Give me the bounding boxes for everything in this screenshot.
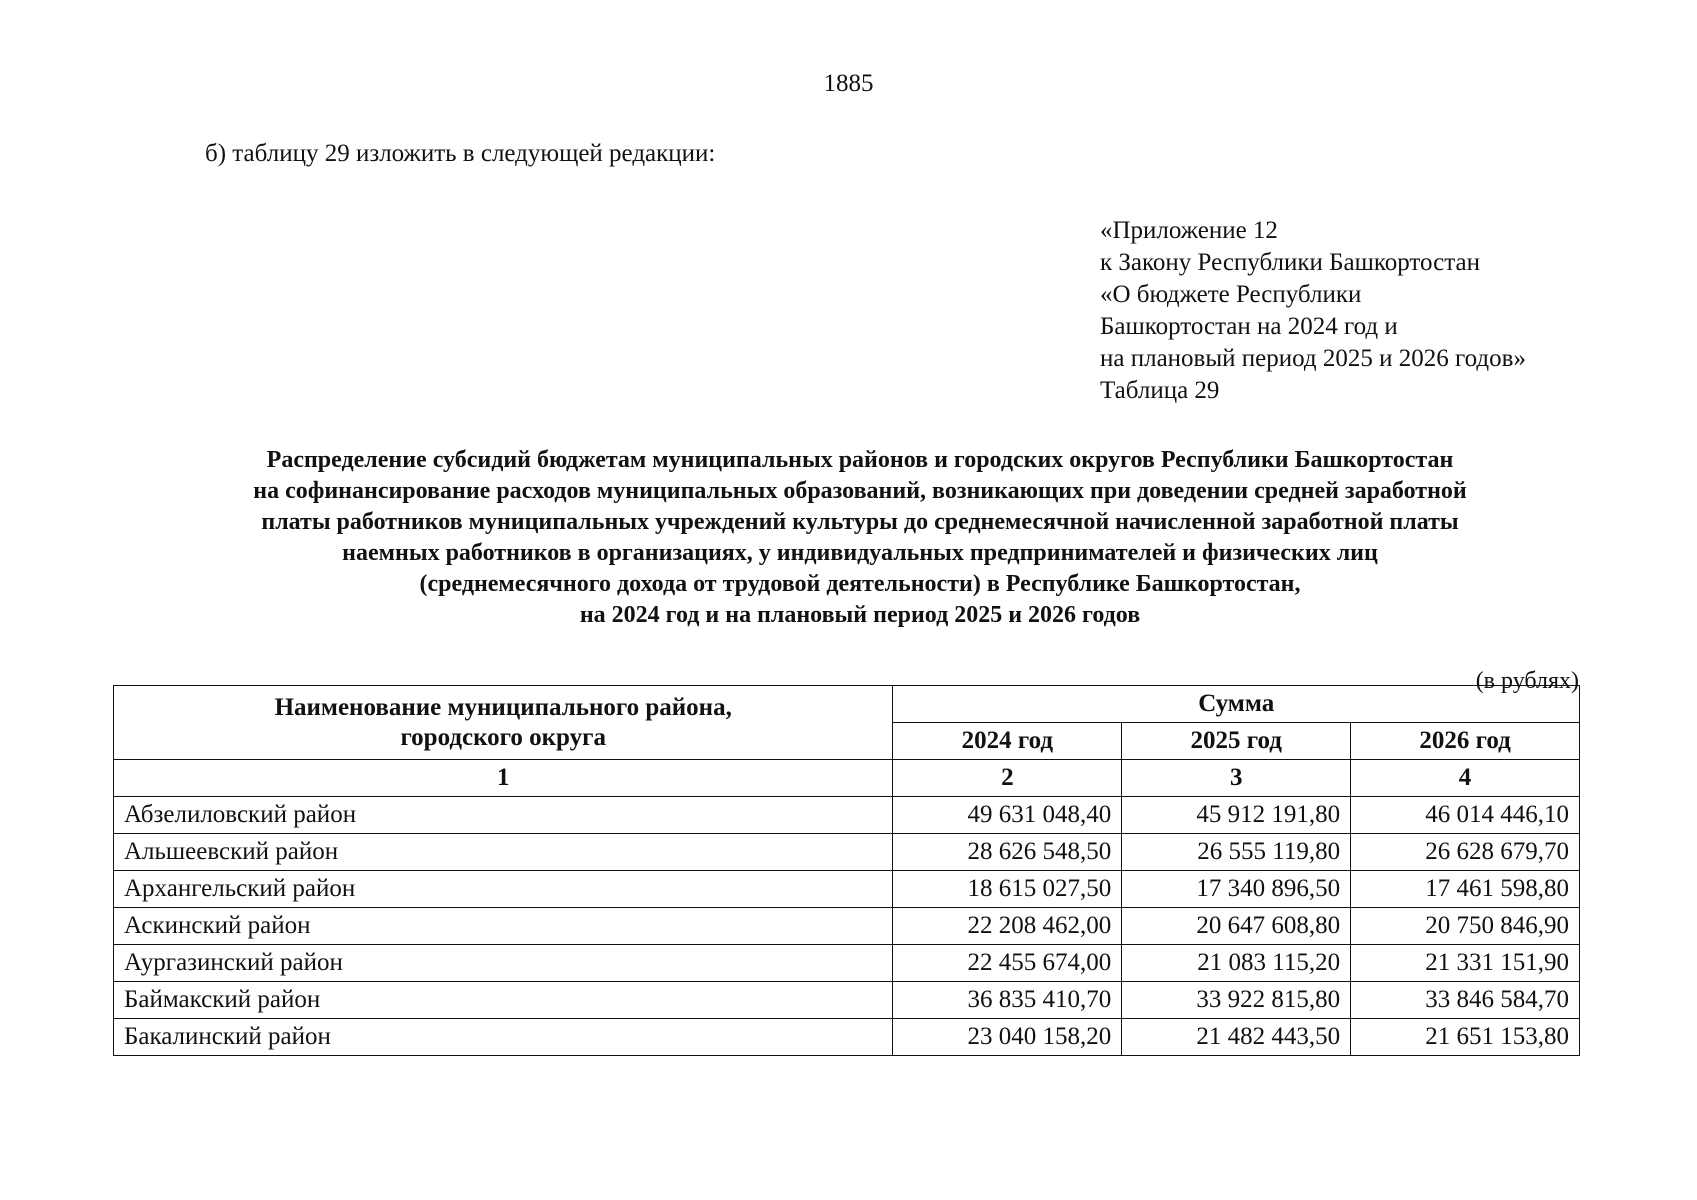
amount-2025: 21 482 443,50 — [1122, 1019, 1351, 1056]
region-name: Баймакский район — [114, 982, 893, 1019]
amount-2025: 26 555 119,80 — [1122, 834, 1351, 871]
title-line: Распределение субсидий бюджетам муниципальных районов и городских округов Республики Башкортостан — [266, 447, 1454, 473]
title-line: на софинансирование расходов муниципальных образований, возникающих при доведении средней заработной — [253, 478, 1467, 504]
table-label: Таблица 29 — [1100, 377, 1220, 404]
table-row — [114, 871, 1580, 908]
amount-2025: 21 083 115,20 — [1122, 945, 1351, 982]
title-line: наемных работников в организациях, у индивидуальных предпринимателей и физических лиц — [342, 540, 1378, 566]
appendix-line: на плановый период 2025 и 2026 годов» — [1100, 345, 1526, 372]
page-number: 1885 — [823, 70, 874, 97]
amount-2026: 26 628 679,70 — [1351, 834, 1580, 871]
amount-2025: 33 922 815,80 — [1122, 982, 1351, 1019]
amount-2024: 28 626 548,50 — [893, 834, 1122, 871]
year-header-2025: 2025 год — [1122, 723, 1351, 760]
amount-2024: 18 615 027,50 — [893, 871, 1122, 908]
amount-2024: 49 631 048,40 — [893, 797, 1122, 834]
amount-2025: 20 647 608,80 — [1122, 908, 1351, 945]
appendix-line: «Приложение 12 — [1100, 217, 1278, 244]
amount-2026: 20 750 846,90 — [1351, 908, 1580, 945]
region-name: Альшеевский район — [114, 834, 893, 871]
table-row — [114, 982, 1580, 1019]
appendix-line: Башкортостан на 2024 год и — [1100, 313, 1398, 340]
appendix-line: к Закону Республики Башкортостан — [1100, 249, 1480, 276]
amount-2026: 21 651 153,80 — [1351, 1019, 1580, 1056]
year-header-2024: 2024 год — [893, 723, 1122, 760]
amount-2024: 36 835 410,70 — [893, 982, 1122, 1019]
region-name: Аскинский район — [114, 908, 893, 945]
amount-2026: 33 846 584,70 — [1351, 982, 1580, 1019]
amount-2026: 17 461 598,80 — [1351, 871, 1580, 908]
name-column-header — [114, 686, 893, 760]
amount-2026: 21 331 151,90 — [1351, 945, 1580, 982]
table-row — [114, 1019, 1580, 1056]
amount-2025: 17 340 896,50 — [1122, 871, 1351, 908]
amount-2024: 22 455 674,00 — [893, 945, 1122, 982]
amount-2024: 23 040 158,20 — [893, 1019, 1122, 1056]
intro-text: б) таблицу 29 изложить в следующей редакции: — [205, 140, 716, 167]
name-header-line: городского округа — [400, 723, 606, 751]
region-name: Архангельский район — [114, 871, 893, 908]
amount-2024: 22 208 462,00 — [893, 908, 1122, 945]
document-title — [130, 445, 1590, 631]
title-line: на 2024 год и на плановый период 2025 и 2026 годов — [579, 602, 1141, 628]
header-row — [114, 686, 1580, 723]
table-row — [114, 945, 1580, 982]
column-number-row — [114, 760, 1580, 797]
amount-2025: 45 912 191,80 — [1122, 797, 1351, 834]
table-row — [114, 797, 1580, 834]
year-header-2026: 2026 год — [1351, 723, 1580, 760]
column-number: 1 — [114, 760, 893, 797]
name-header-line: Наименование муниципального района, — [274, 693, 732, 721]
region-name: Бакалинский район — [114, 1019, 893, 1056]
title-line: платы работников муниципальных учреждений культуры до среднемесячной начисленной заработной платы — [261, 509, 1459, 535]
table-row — [114, 834, 1580, 871]
column-number: 4 — [1351, 760, 1580, 797]
region-name: Аургазинский район — [114, 945, 893, 982]
title-line: (среднемесячного дохода от трудовой деятельности) в Республике Башкортостан, — [419, 571, 1301, 597]
units-note: (в рублях) — [1475, 668, 1579, 694]
region-name: Абзелиловский район — [114, 797, 893, 834]
column-number: 3 — [1122, 760, 1351, 797]
column-number: 2 — [893, 760, 1122, 797]
appendix-reference — [1100, 215, 1526, 407]
subsidy-table — [113, 685, 1580, 1056]
appendix-line: «О бюджете Республики — [1100, 281, 1362, 308]
amount-2026: 46 014 446,10 — [1351, 797, 1580, 834]
sum-column-header: Сумма — [893, 686, 1580, 723]
table-row — [114, 908, 1580, 945]
